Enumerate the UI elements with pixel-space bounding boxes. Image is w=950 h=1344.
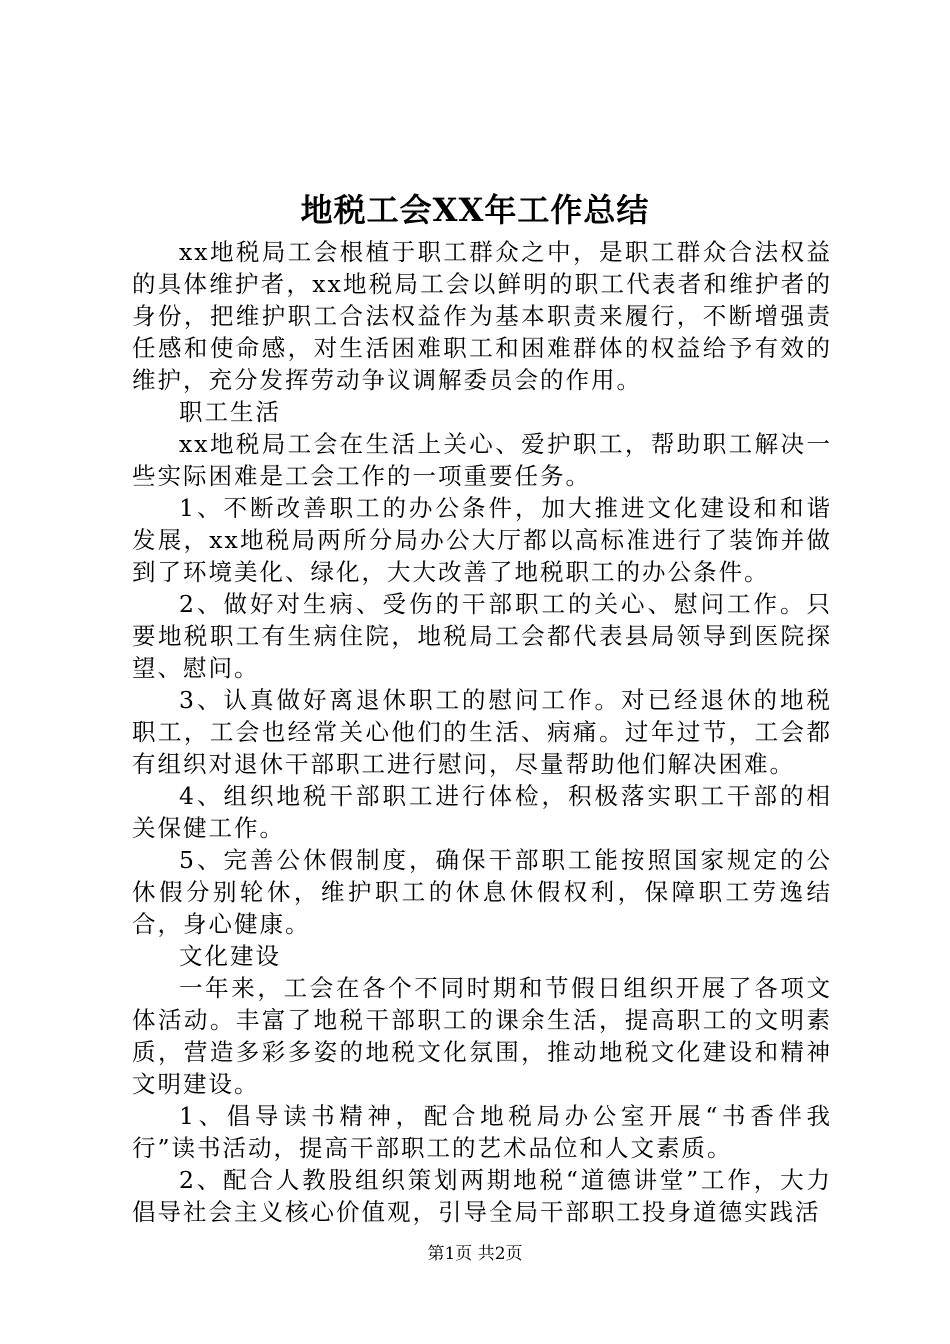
paragraph: xx地税局工会在生活上关心、爱护职工，帮助职工解决一些实际困难是工会工作的一项重要任务。 xyxy=(132,430,832,490)
paragraph: xx地税局工会根植于职工群众之中，是职工群众合法权益的具体维护者，xx地税局工会以鲜明的职工代表者和维护者的身份，把维护职工合法权益作为基本职责来履行，不断增强责任感和使命感，对生活困难职工和困难群体的权益给予有效的维护，充分发挥劳动争议调解委员会的作用。 xyxy=(132,238,832,394)
paragraph: 1、不断改善职工的办公条件，加大推进文化建设和和谐发展，xx地税局两所分局办公大厅都以高标准进行了装饰并做到了环境美化、绿化，大大改善了地税职工的办公条件。 xyxy=(132,494,832,586)
paragraph: 2、做好对生病、受伤的干部职工的关心、慰问工作。只要地税职工有生病住院，地税局工会都代表县局领导到医院探望、慰问。 xyxy=(132,590,832,682)
document-body xyxy=(132,236,832,1228)
paragraph: 5、完善公休假制度，确保干部职工能按照国家规定的公休假分别轮休，维护职工的休息休假权利，保障职工劳逸结合，身心健康。 xyxy=(132,846,832,938)
document-title: 地税工会XX年工作总结 xyxy=(300,191,650,229)
paragraph: 1、倡导读书精神，配合地税局办公室开展“书香伴我行”读书活动，提高干部职工的艺术品位和人文素质。 xyxy=(132,1102,832,1162)
paragraph: 3、认真做好离退休职工的慰问工作。对已经退休的地税职工，工会也经常关心他们的生活、病痛。过年过节，工会都有组织对退休干部职工进行慰问，尽量帮助他们解决困难。 xyxy=(132,686,832,778)
page-footer: 第1页 共2页 xyxy=(427,1244,523,1264)
paragraph: 一年来，工会在各个不同时期和节假日组织开展了各项文体活动。丰富了地税干部职工的课余生活，提高职工的文明素质，营造多彩多姿的地税文化氛围，推动地税文化建设和精神文明建设。 xyxy=(132,974,832,1098)
paragraph: 2、配合人教股组织策划两期地税“道德讲堂”工作，大力倡导社会主义核心价值观，引导全局干部职工投身道德实践活 xyxy=(132,1166,832,1226)
section-heading-staff-life: 职工生活 xyxy=(179,398,281,426)
section-heading-culture: 文化建设 xyxy=(179,942,281,970)
paragraph: 4、组织地税干部职工进行体检，积极落实职工干部的相关保健工作。 xyxy=(132,782,832,842)
